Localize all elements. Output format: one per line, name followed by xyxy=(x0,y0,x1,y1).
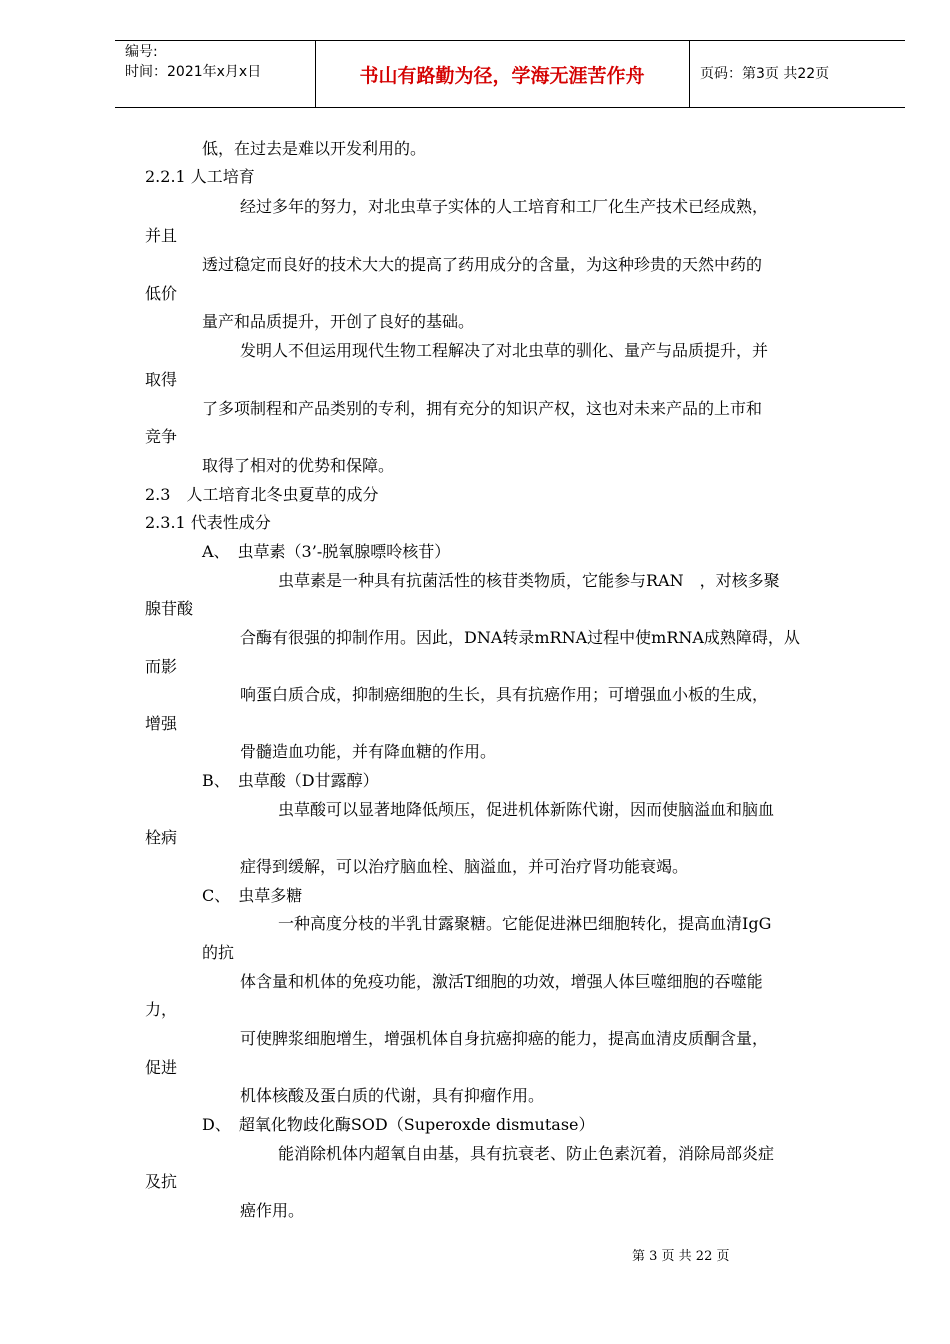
page-footer: 第 3 页 共 22 页 xyxy=(632,1249,730,1264)
header-page-info: 页码：第3页 共22页 xyxy=(700,66,830,82)
header-motto: 书山有路勤为径，学海无涯苦作舟 xyxy=(359,65,645,87)
body-line: 癌作用。 xyxy=(240,1201,305,1220)
body-line: 合酶有很强的抑制作用。因此，DNA转录mRNA过程中使mRNA成熟障碍，从 xyxy=(240,628,800,647)
body-line: 了多项制程和产品类别的专利，拥有充分的知识产权，这也对未来产品的上市和 xyxy=(202,399,763,418)
body-line: 竞争 xyxy=(145,427,178,446)
page-header xyxy=(115,40,905,108)
body-line: 取得 xyxy=(145,370,178,389)
body-line: 透过稳定而良好的技术大大的提高了药用成分的含量，为这种珍贵的天然中药的 xyxy=(202,255,763,274)
body-line: 促进 xyxy=(145,1058,178,1077)
body-line: 骨髓造血功能，并有降血糖的作用。 xyxy=(240,742,497,761)
body-line: 力， xyxy=(145,1000,178,1019)
document-number-label: 编号: xyxy=(125,44,158,60)
section-heading: 2.3 人工培育北冬虫夏草的成分 xyxy=(145,485,379,504)
body-line: 增强 xyxy=(145,714,178,733)
body-line: 低价 xyxy=(145,284,178,303)
body-line: 可使脾浆细胞增生，增强机体自身抗癌抑癌的能力，提高血清皮质酮含量， xyxy=(240,1029,769,1048)
document-time-label: 时间：2021年x月x日 xyxy=(125,64,262,80)
body-line: 而影 xyxy=(145,657,178,676)
body-line: 低，在过去是难以开发利用的。 xyxy=(202,139,427,158)
body-line: 及抗 xyxy=(145,1172,178,1191)
body-line: 栓病 xyxy=(145,828,178,847)
body-line: 量产和品质提升，开创了良好的基础。 xyxy=(202,312,475,331)
body-line: 虫草素是一种具有抗菌活性的核苷类物质，它能参与RAN ，对核多聚 xyxy=(278,571,780,590)
body-line: 发明人不但运用现代生物工程解决了对北虫草的驯化、量产与品质提升，并 xyxy=(240,341,769,360)
body-line: 体含量和机体的免疫功能，激活T细胞的功效，增强人体巨噬细胞的吞噬能 xyxy=(240,972,763,991)
body-line: 取得了相对的优势和保障。 xyxy=(202,456,395,475)
header-meta-cell xyxy=(115,41,316,107)
body-line: 腺苷酸 xyxy=(145,599,194,618)
body-line: 并且 xyxy=(145,226,178,245)
body-line: 响蛋白质合成，抑制癌细胞的生长，具有抗癌作用；可增强血小板的生成， xyxy=(240,685,769,704)
section-heading: 2.3.1 代表性成分 xyxy=(145,513,271,532)
body-line: 虫草酸可以显著地降低颅压，促进机体新陈代谢，因而使脑溢血和脑血 xyxy=(278,800,775,819)
body-line: 能消除机体内超氧自由基，具有抗衰老、防止色素沉着，消除局部炎症 xyxy=(278,1144,775,1163)
item-heading: D、 超氧化物歧化酶SOD（Superoxde dismutase） xyxy=(202,1115,595,1134)
item-heading: A、 虫草素（3’-脱氧腺嘌呤核苷） xyxy=(202,542,451,561)
item-heading: C、 虫草多糖 xyxy=(202,886,303,905)
body-line: 机体核酸及蛋白质的代谢，具有抑瘤作用。 xyxy=(240,1086,545,1105)
section-heading: 2.2.1 人工培育 xyxy=(145,167,255,186)
body-line: 的抗 xyxy=(202,943,235,962)
body-line: 一种高度分枝的半乳甘露聚糖。它能促进淋巴细胞转化，提高血清IgG xyxy=(278,914,772,933)
item-heading: B、 虫草酸（D甘露醇） xyxy=(202,771,379,790)
body-line: 经过多年的努力，对北虫草子实体的人工培育和工厂化生产技术已经成熟， xyxy=(240,197,769,216)
header-page-cell xyxy=(690,41,905,107)
body-line: 症得到缓解，可以治疗脑血栓、脑溢血，并可治疗肾功能衰竭。 xyxy=(240,857,689,876)
header-motto-cell xyxy=(315,41,690,107)
